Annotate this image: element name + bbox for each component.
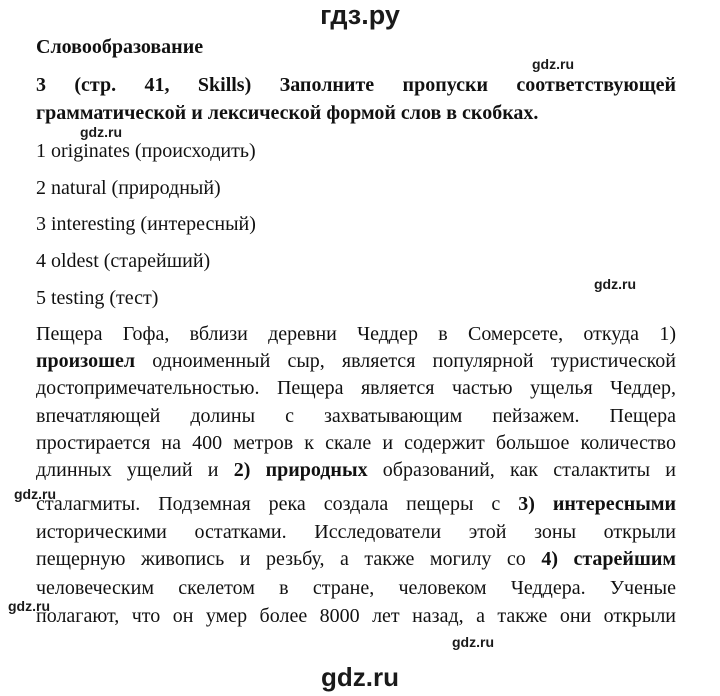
watermark: gdz.ru [14,486,56,502]
task-line-2: грамматической и лексической формой слов в скобках. [36,102,539,124]
paragraph-line: длинных ущелий и 2) природных образований, как сталактиты и [36,459,676,481]
answer-highlight: 3) интересными [518,493,676,515]
section-title: Словообразование [36,36,204,58]
site-footer: gdz.ru [321,662,399,692]
site-header: гдз.ру [320,0,400,30]
paragraph-line: человеческим скелетом в стране, человеком Чеддера. Ученые [36,577,676,599]
watermark: gdz.ru [452,634,494,650]
paragraph-line: простирается на 400 метров к скале и содержит большое количество [36,432,676,454]
paragraph-line: полагают, что он умер более 8000 лет назад, а также они открыли [36,605,676,627]
paragraph-line: произошел одноименный сыр, является популярной туристической [36,350,676,372]
paragraph-line: Пещера Гофа, вблизи деревни Чеддер в Сомерсете, откуда 1) [36,323,676,345]
paragraph-line: сталагмиты. Подземная река создала пещеры с 3) интересными [36,493,676,515]
answer-item: 3 interesting (интересный) [36,213,256,235]
answer-item: 5 testing (тест) [36,287,159,309]
answer-highlight: 2) природных [233,459,368,481]
paragraph-line: пещерную живопись и резьбу, а также могилу со 4) старейшим [36,548,676,570]
watermark: gdz.ru [80,124,122,140]
task-line-1: 3 (стр. 41, Skills) Заполните пропуски соответствующей [36,74,676,96]
paragraph-line: впечатляющей долины с захватывающим пейзажем. Пещера [36,405,676,427]
paragraph-line: историческими остатками. Исследователи этой зоны открыли [36,521,676,543]
watermark: gdz.ru [532,56,574,72]
watermark: gdz.ru [8,598,50,614]
answer-highlight: 4) старейшим [541,548,676,570]
watermark: gdz.ru [594,276,636,292]
answer-item: 4 oldest (старейший) [36,250,211,272]
answer-item: 2 natural (природный) [36,177,221,199]
paragraph-line: достопримечательностью. Пещера является частью ущелья Чеддер, [36,377,676,399]
answer-highlight: произошел [36,350,136,372]
answer-item: 1 originates (происходить) [36,140,256,162]
